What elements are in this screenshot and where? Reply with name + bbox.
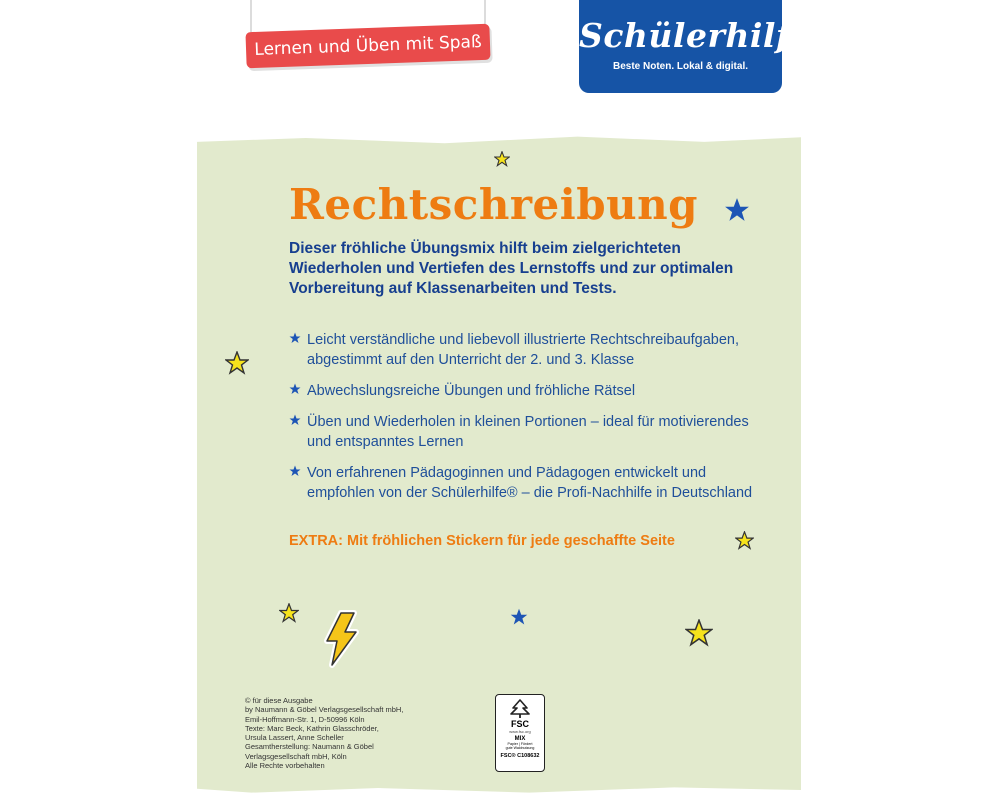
star-icon	[225, 351, 249, 375]
star-icon	[494, 151, 510, 167]
bullet-star-icon	[289, 414, 301, 426]
imprint-line: Texte: Marc Beck, Kathrin Glasschröder,	[245, 723, 379, 733]
feature-text: Von erfahrenen Pädagoginnen und Pädagogen entwickelt und empfohlen von der Schülerhilfe® – die Profi-Nachhilfe in Deutschland	[307, 465, 753, 501]
feature-item	[289, 330, 769, 370]
hanging-sign	[245, 24, 490, 68]
imprint-line: Gesamtherstellung: Naumann & Göbel	[245, 742, 374, 752]
feature-item	[289, 381, 769, 401]
imprint-line: Emil-Hoffmann-Str. 1, D-50996 Köln	[245, 714, 365, 724]
star-icon	[735, 531, 754, 550]
imprint-line: Verlagsgesellschaft mbH, Köln	[245, 751, 347, 761]
bullet-star-icon	[289, 465, 301, 477]
fsc-text-1: Papier | Fördert	[507, 742, 533, 746]
imprint	[245, 696, 445, 770]
imprint-line: by Naumann & Göbel Verlagsgesellschaft mbH,	[245, 705, 404, 715]
bullet-star-icon	[289, 332, 301, 344]
feature-text: Leicht verständliche und liebevoll illustrierte Rechtschreibaufgaben, abgestimmt auf den Unterricht der 2. und 3. Klasse	[307, 332, 740, 368]
logo-tagline: Beste Noten. Lokal & digital.	[612, 61, 749, 72]
fsc-tree-icon	[508, 699, 532, 719]
imprint-line: © für diese Ausgabe	[245, 696, 313, 705]
fsc-label	[495, 694, 545, 772]
logo-wordmark: Schülerhilfe!	[579, 16, 828, 55]
star-icon	[685, 619, 713, 647]
imprint-line: Ursula Lassert, Anne Scheller	[245, 733, 344, 743]
schuelerhilfe-logo	[579, 0, 828, 93]
feature-list	[289, 330, 769, 514]
sign-text: Lernen und Üben mit Spaß	[254, 32, 482, 60]
fsc-mix: MIX	[514, 736, 526, 742]
sign-strings	[0, 0, 1000, 40]
feature-text: Üben und Wiederholen in kleinen Portionen – ideal für motivierendes und entspanntes Lernen	[307, 414, 749, 450]
feature-item	[289, 412, 769, 452]
bullet-star-icon	[289, 383, 301, 395]
fsc-name: FSC	[511, 719, 529, 729]
page-title: Rechtschreibung	[289, 180, 699, 229]
fsc-code: FSC® C108632	[500, 752, 540, 759]
intro-text: Dieser fröhliche Übungsmix hilft beim zielgerichteten Wiederholen und Vertiefen des Lernstoffs und zur optimalen Vorbereitung auf Klassenarbeiten und Tests.	[289, 240, 734, 297]
fsc-text-2: gute Waldnutzung	[505, 746, 535, 751]
star-icon	[279, 603, 299, 623]
lightning-sticker-icon	[322, 610, 360, 668]
feature-item	[289, 463, 769, 503]
star-icon	[510, 608, 528, 626]
imprint-line: Alle Rechte vorbehalten	[245, 761, 325, 771]
extra-note: EXTRA: Mit fröhlichen Stickern für jede geschaffte Seite	[289, 533, 675, 549]
feature-text: Abwechslungsreiche Übungen und fröhliche Rätsel	[307, 383, 636, 399]
fsc-website: www.fsc.org	[509, 729, 531, 734]
star-icon	[724, 197, 750, 223]
